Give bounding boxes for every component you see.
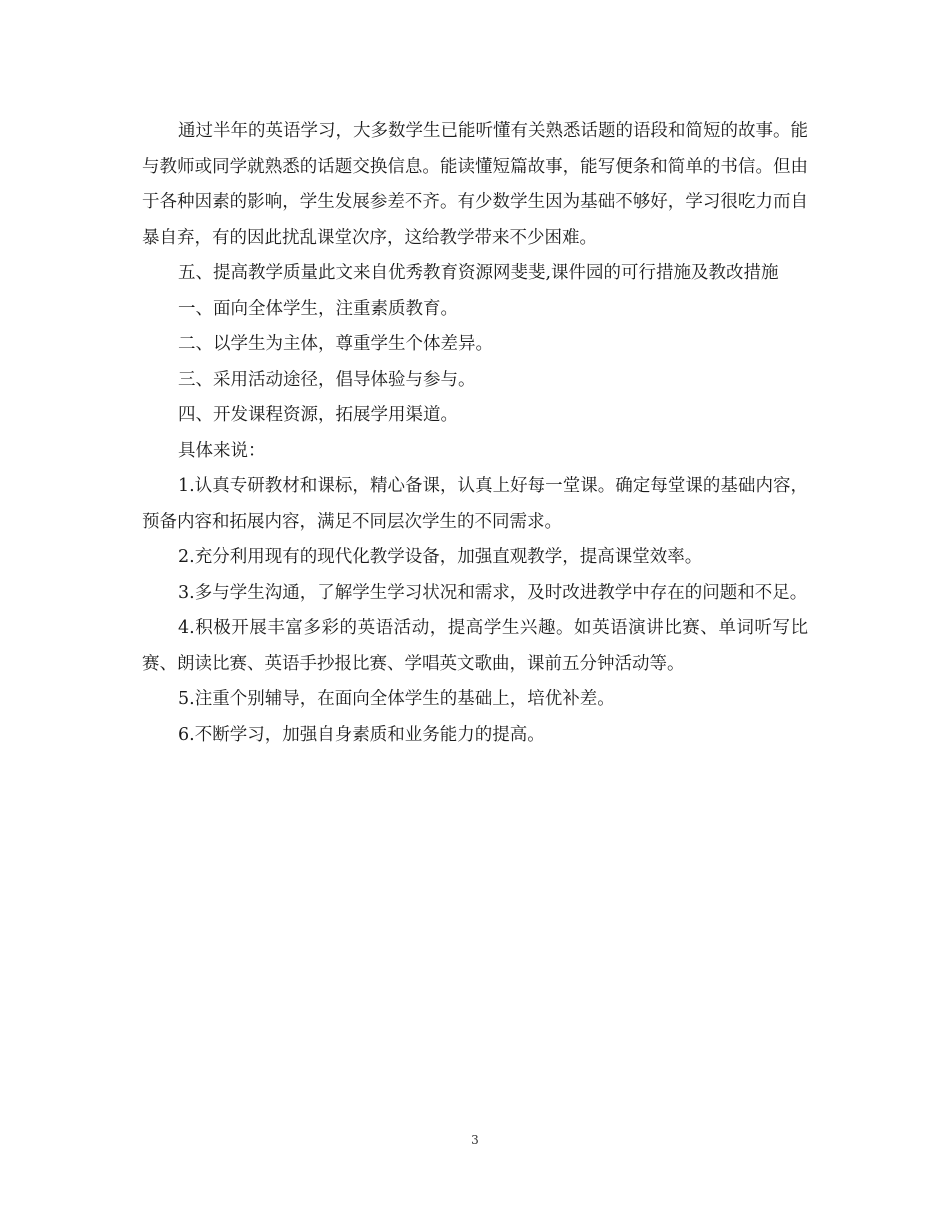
paragraph-section-heading: 五、提高教学质量此文来自优秀教育资源网斐斐,课件园的可行措施及教改措施: [178, 263, 779, 283]
paragraph-measure-6: 6.不断学习，加强自身素质和业务能力的提高。: [178, 724, 545, 745]
paragraph-point-3: 三、采用活动途径，倡导体验与参与。: [178, 369, 476, 390]
paragraph-point-4: 四、开发课程资源，拓展学用渠道。: [178, 405, 458, 425]
paragraph-intro: 通过半年的英语学习，大多数学生已能听懂有关熟悉话题的语段和简短的故事。能与教师或同学就熟悉的话题交换信息。能读懂短篇故事，能写便条和简单的书信。但由于各种因素的影响，学生发展参差不齐。有少数学生因为基础不够好，学习很吃力而自暴自弃，有的因此扰乱课堂次序，这给教学带来不少困难。: [142, 121, 808, 248]
paragraph-measure-2: 2.充分利用现有的现代化教学设备，加强直观教学，提高课堂效率。: [178, 547, 703, 567]
paragraph-point-1: 一、面向全体学生，注重素质教育。: [178, 298, 458, 319]
paragraph-measure-5: 5.注重个别辅导，在面向全体学生的基础上，培优补差。: [178, 689, 615, 709]
paragraph-point-2: 二、以学生为主体，尊重学生个体差异。: [178, 334, 493, 354]
paragraph-measure-3: 3.多与学生沟通，了解学生学习状况和需求，及时改进教学中存在的问题和不足。: [178, 582, 808, 603]
document-body: [142, 114, 808, 753]
paragraph-specifics-lead: 具体来说：: [178, 440, 266, 461]
paragraph-measure-4: 4.积极开展丰富多彩的英语活动，提高学生兴趣。如英语演讲比赛、单词听写比赛、朗读比赛、英语手抄报比赛、学唱英文歌曲，课前五分钟活动等。: [142, 618, 808, 674]
paragraph-measure-1: 1.认真专研教材和课标，精心备课，认真上好每一堂课。确定每堂课的基础内容，预备内容和拓展内容，满足不同层次学生的不同需求。: [142, 476, 808, 532]
page-number: 3: [471, 1133, 479, 1147]
